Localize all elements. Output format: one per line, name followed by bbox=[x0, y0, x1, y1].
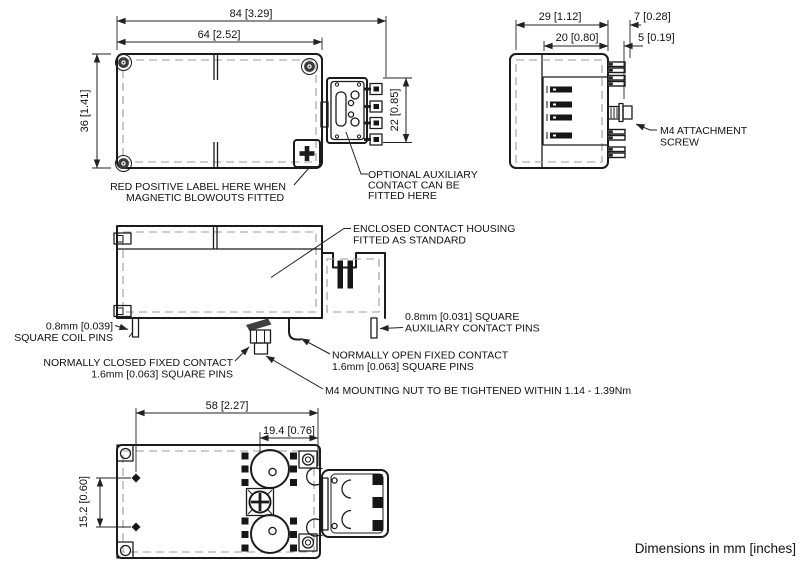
label-m4-screw-1: M4 ATTACHMENT bbox=[660, 125, 748, 137]
normally-open-pin bbox=[289, 318, 301, 340]
internal-pins bbox=[547, 86, 572, 139]
label-nc-contact-1: NORMALLY CLOSED FIXED CONTACT bbox=[43, 357, 233, 369]
side-view-annotations bbox=[636, 124, 748, 149]
label-m4-screw-2: SCREW bbox=[660, 136, 700, 149]
label-optional-aux-2: CONTACT CAN BE bbox=[368, 179, 460, 192]
bottom-view bbox=[78, 400, 388, 558]
dim-body-width: 64 [2.52] bbox=[197, 29, 241, 41]
attachment-plate bbox=[322, 470, 388, 537]
coil-pin-diamonds bbox=[132, 474, 141, 532]
dim-coil-pin-pitch: 15.2 [0.60] bbox=[78, 476, 90, 528]
case-slot-marks bbox=[214, 54, 218, 168]
dim-overall-width: 84 [3.29] bbox=[229, 8, 273, 20]
label-optional-aux-1: OPTIONAL AUXILIARY bbox=[368, 169, 478, 181]
top-plan-view bbox=[79, 8, 478, 204]
hidden-edge-outline bbox=[123, 60, 316, 162]
dim-aux-height: 22 [0.85] bbox=[389, 88, 401, 132]
label-coil-pins-1: 0.8mm [0.039] bbox=[45, 320, 113, 333]
label-no-contact-1: NORMALLY OPEN FIXED CONTACT bbox=[332, 349, 509, 362]
corner-screws bbox=[116, 55, 318, 172]
m4-mounting-screw-bottom bbox=[247, 489, 274, 516]
label-housing-2: FITTED AS STANDARD bbox=[353, 234, 466, 247]
label-optional-aux-3: FITTED HERE bbox=[368, 190, 437, 202]
dim-pin-span: 58 [2.27] bbox=[205, 400, 249, 412]
relay-body-outline bbox=[117, 54, 322, 168]
plus-marker bbox=[300, 146, 315, 161]
aux-contact-block bbox=[321, 78, 382, 145]
front-body-outline bbox=[117, 226, 322, 318]
aux-pin bbox=[371, 318, 377, 338]
label-coil-pins-2: SQUARE COIL PINS bbox=[14, 332, 113, 344]
units-note: Dimensions in mm [inches] bbox=[634, 541, 796, 556]
side-view bbox=[510, 11, 748, 168]
label-housing-1: ENCLOSED CONTACT HOUSING bbox=[353, 223, 516, 235]
dim-aux-pin-offset: 19.4 [0.76] bbox=[263, 425, 315, 437]
coil-pin bbox=[129, 318, 139, 337]
dim-pin-length: 7 [0.28] bbox=[634, 11, 671, 23]
label-no-contact-2: 1.6mm [0.063] SQUARE PINS bbox=[332, 361, 474, 373]
label-nc-contact-2: 1.6mm [0.063] SQUARE PINS bbox=[91, 368, 233, 381]
m4-attachment-screw bbox=[608, 104, 632, 122]
dim-overall-depth: 29 [1.12] bbox=[538, 11, 582, 23]
dim-body-height: 36 [1.41] bbox=[79, 89, 91, 133]
label-red-positive-2: MAGNETIC BLOWOUTS FITTED bbox=[125, 192, 285, 204]
dim-screw-length: 5 [0.19] bbox=[638, 32, 675, 44]
label-aux-pins-1: 0.8mm [0.031] SQUARE bbox=[405, 311, 520, 323]
m4-mounting-stud bbox=[246, 319, 272, 355]
bottom-body-outline bbox=[117, 445, 320, 558]
label-aux-pins-2: AUXILIARY CONTACT PINS bbox=[405, 322, 540, 335]
side-body-outline bbox=[510, 54, 608, 168]
aux-contact-housing bbox=[322, 253, 385, 338]
label-red-positive-1: RED POSITIVE LABEL HERE WHEN bbox=[110, 181, 286, 193]
bottom-view-dimensions bbox=[78, 400, 318, 528]
dim-body-depth: 20 [0.80] bbox=[555, 32, 599, 44]
label-mounting-nut: M4 MOUNTING NUT TO BE TIGHTENED WITHIN 1.14 - 1.39Nm bbox=[325, 385, 632, 397]
front-view bbox=[14, 223, 631, 397]
